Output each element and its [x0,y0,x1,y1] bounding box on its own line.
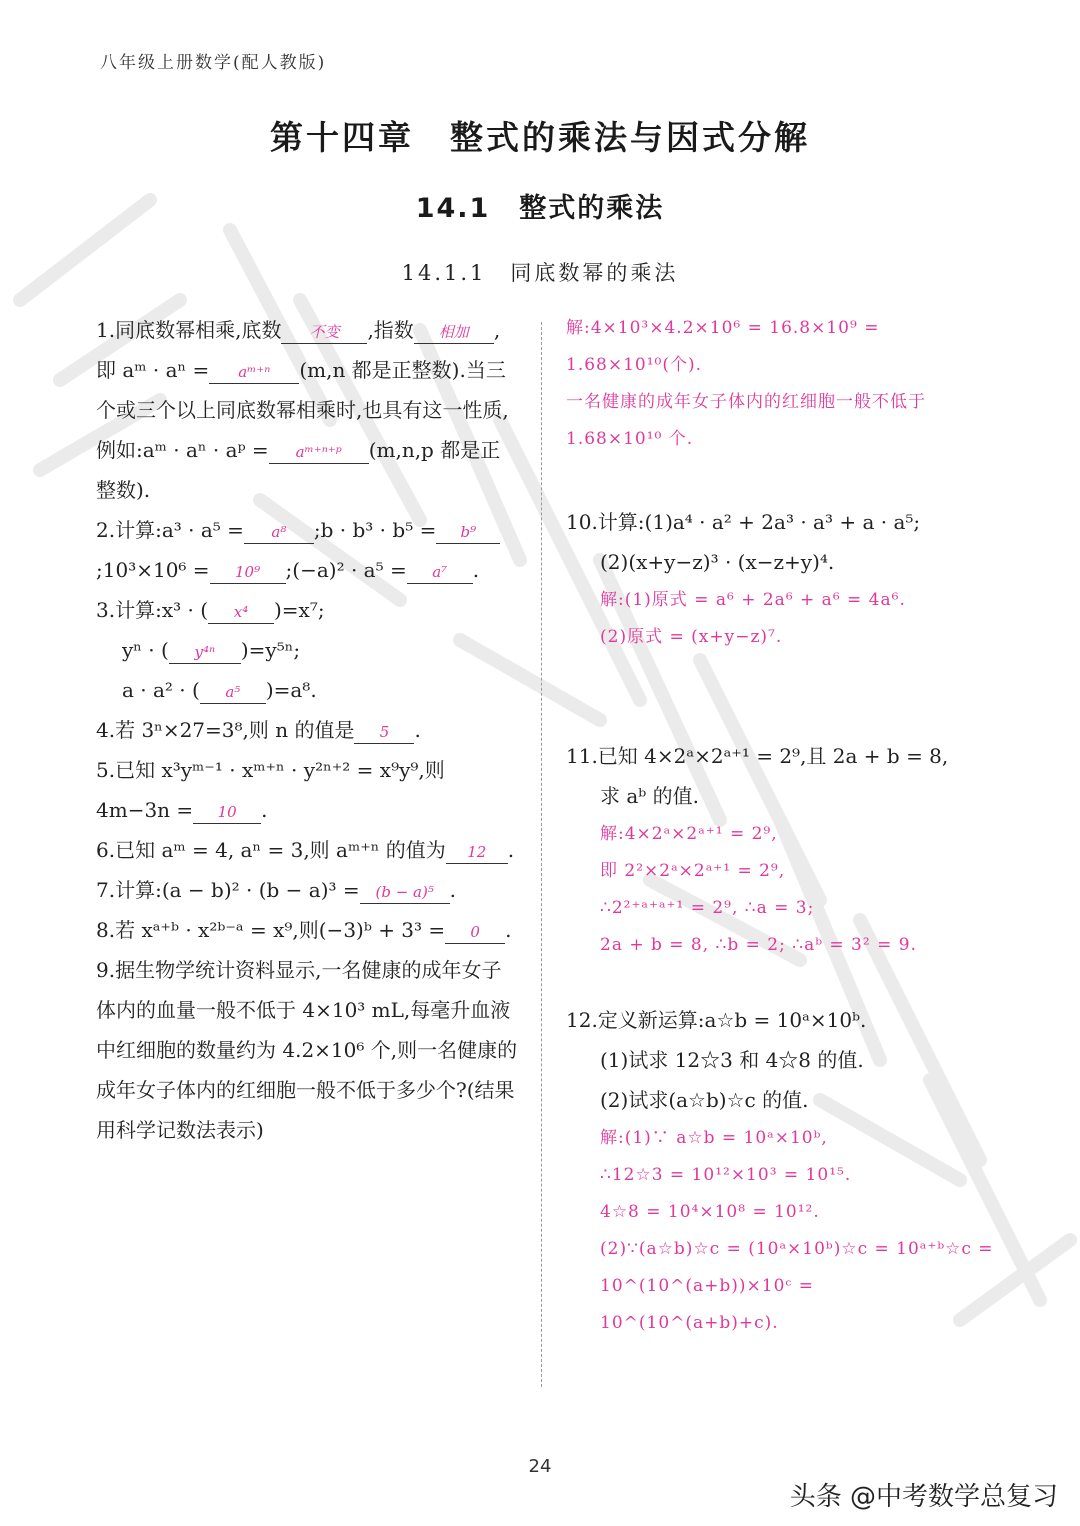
solution-line: (2)原式 = (x+y−z)⁷. [600,627,783,647]
right-column [566,310,996,1342]
question-12: 12.定义新运算:a☆b = 10ᵃ×10ᵇ. [566,1008,867,1032]
answer-blank: b⁹ [436,521,500,544]
question-10: 10.计算:(1)a⁴ · a² + 2a³ · a³ + a · a⁵; [566,510,921,534]
subsection-title: 14.1.1 同底数幂的乘法 [401,261,679,285]
question-2 [96,510,518,590]
question-text: )=a⁸. [265,678,317,702]
question-text: 5.已知 x³yᵐ⁻¹ · xᵐ⁺ⁿ · y²ⁿ⁺² = x⁹y⁹,则 4m−3n = [96,758,445,822]
question-text: 2.计算:a³ · a⁵ = [96,518,244,542]
left-column [96,310,518,1150]
answer-blank: aᵐ⁺ⁿ⁺ᵖ [269,441,369,464]
answer-blank: y⁴ⁿ [169,641,241,664]
answer-blank: 10⁹ [210,561,286,584]
question-text: ;b · b³ · b⁵ = [313,518,437,542]
question-text: (m,n,p 都是正整数). [96,438,501,502]
question-text: 6.已知 aᵐ = 4, aⁿ = 3,则 aᵐ⁺ⁿ 的值为 [96,838,446,862]
question-text: 3.计算:x³ · ( [96,598,208,622]
answer-blank: (b − a)⁵ [360,881,450,904]
answer-blank: aᵐ⁺ⁿ [209,361,299,384]
question-6 [96,830,518,870]
answer-blank: a⁵ [200,681,266,704]
question-text: 7.计算:(a − b)² · (b − a)³ = [96,878,360,902]
question-text: 4.若 3ⁿ×27=3⁸,则 n 的值是 [96,718,355,742]
answer-blank: a⁸ [244,521,314,544]
question-3-line-3 [96,670,518,710]
question-text: ,指数 [367,318,414,342]
solution-line: 即 2²×2ᵃ×2ᵃ⁺¹ = 2⁹, [600,861,786,881]
solution-line: (2)∵(a☆b)☆c = (10ᵃ×10ᵇ)☆c = 10ᵃ⁺ᵇ☆c = 10^(10^(a+b))×10ᶜ = 10^(10^(a+b)+c). [600,1239,994,1333]
question-text: . [414,718,421,742]
question-text: a · a² · ( [122,678,200,702]
question-3-line-2 [96,630,518,670]
solution-line: 2a + b = 8, ∴b = 2; ∴aᵇ = 3² = 9. [600,935,917,955]
answer-blank: a⁷ [407,561,473,584]
question-5 [96,750,518,830]
question-text: )=y⁵ⁿ; [240,638,301,662]
solution-line: 解:(1)∵ a☆b = 10ᵃ×10ᵇ, [600,1128,828,1148]
answer-blank: 12 [446,841,508,864]
question-4 [96,710,518,750]
question-text: . [505,918,512,942]
question-text: . [261,798,268,822]
question-12-line-3: (2)试求(a☆b)☆c 的值. [600,1088,809,1112]
question-7 [96,870,518,910]
question-11-line-2: 求 aᵇ 的值. [600,784,699,808]
question-text: . [472,558,480,582]
solution-line: ∴12☆3 = 10¹²×10³ = 10¹⁵. [600,1165,852,1185]
question-10-line-2: (2)(x+y−z)³ · (x−z+y)⁴. [600,550,835,574]
chapter-title: 第十四章 整式的乘法与因式分解 [270,118,810,157]
solution-line: 解:4×10³×4.2×10⁶ = 16.8×10⁹ = 1.68×10¹⁰(个). [566,318,880,375]
column-divider [541,322,542,1387]
answer-blank: 相加 [414,321,494,344]
question-8 [96,910,518,950]
question-9: 9.据生物学统计资料显示,一名健康的成年女子体内的血量一般不低于 4×10³ mL,每毫升血液中红细胞的数量约为 4.2×10⁶ 个,则一名健康的成年女子体内的红细胞一般不低于多少个?(结果用科学记数法表示) [96,958,518,1142]
solution-line: 4☆8 = 10⁴×10⁸ = 10¹². [600,1202,820,1222]
question-text: ;10³×10⁶ = [96,558,210,582]
source-tag: 头条 @中考数学总复习 [789,1482,1058,1512]
solution-line: 一名健康的成年女子体内的红细胞一般不低于 1.68×10¹⁰ 个. [566,392,926,449]
question-text: ;(−a)² · a⁵ = [285,558,407,582]
question-text: yⁿ · ( [122,638,169,662]
solution-line: ∴2²⁺ᵃ⁺ᵃ⁺¹ = 2⁹, ∴a = 3; [600,898,815,918]
section-title: 14.1 整式的乘法 [415,193,665,224]
question-11: 11.已知 4×2ᵃ×2ᵃ⁺¹ = 2⁹,且 2a + b = 8, [566,744,949,768]
question-text: . [449,878,457,902]
answer-blank: 0 [445,921,505,944]
question-text: 8.若 xᵃ⁺ᵇ · x²ᵇ⁻ᵃ = x⁹,则(−3)ᵇ + 3³ = [96,918,446,942]
question-12-line-2: (1)试求 12☆3 和 4☆8 的值. [600,1048,864,1072]
question-text: 1.同底数幂相乘,底数 [96,318,282,342]
question-text: )=x⁷; [274,598,325,622]
question-text: (m,n 都是正整数).当三个或三个以上同底数幂相乘时,也具有这一性质,例如:aᵐ · aⁿ · aᵖ = [96,358,509,462]
answer-blank: 不变 [281,321,367,344]
page-number: 24 [528,1456,552,1477]
question-text: . [507,838,515,862]
question-1 [96,310,518,510]
question-3 [96,590,518,630]
question-text: ,即 aᵐ · aⁿ = [96,318,501,382]
book-title: 八年级上册数学(配人教版) [100,53,327,73]
answer-blank: 5 [354,721,414,744]
answer-blank: x⁴ [208,601,274,624]
solution-line: 解:4×2ᵃ×2ᵃ⁺¹ = 2⁹, [600,824,778,844]
answer-blank: 10 [193,801,261,824]
solution-line: 解:(1)原式 = a⁶ + 2a⁶ + a⁶ = 4a⁶. [600,590,906,610]
